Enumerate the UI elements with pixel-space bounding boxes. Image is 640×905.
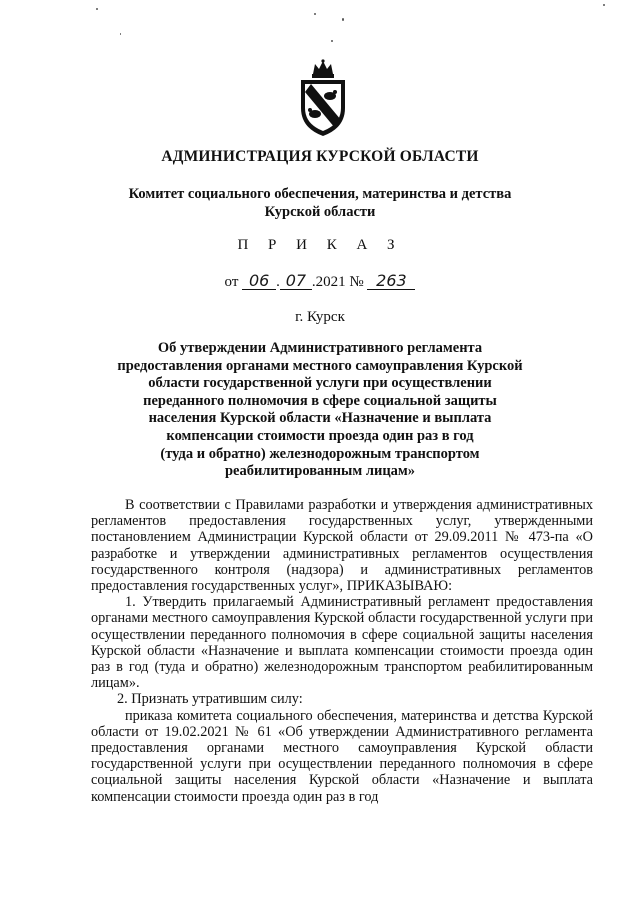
handwritten-day: 06 (242, 272, 276, 290)
subject-line: реабилитированным лицам» (224, 463, 416, 480)
handwritten-order-number: 263 (367, 272, 415, 290)
subject-line: Об утверждении Административного регламента (157, 340, 483, 356)
organization-title: АДМИНИСТРАЦИЯ КУРСКОЙ ОБЛАСТИ (161, 148, 479, 165)
subject-line: области государственной услуги при осуществлении (148, 375, 492, 392)
subject-line: (туда и обратно) железнодорожным транспортом (160, 445, 480, 462)
paragraph-item-2: 2. Признать утратившим силу: (117, 691, 303, 708)
subject-line: переданного полномочия в сфере социальной защиты (143, 392, 497, 409)
order-city: г. Курск (295, 309, 345, 325)
subject-line: компенсации стоимости проезда один раз в год (166, 427, 474, 444)
subject-line: предоставления органами местного самоуправления Курской (117, 357, 523, 374)
committee-line-1: Комитет социального обеспечения, материнства и детства (128, 186, 512, 202)
subject-line: населения Курской области «Назначение и выплата (148, 410, 492, 427)
committee-name (0, 185, 640, 221)
order-prefix: от (224, 274, 239, 290)
handwritten-month: 07 (280, 272, 312, 290)
coat-of-arms-icon (295, 58, 351, 138)
order-subject (0, 340, 640, 481)
order-title: П Р И К А З (237, 237, 403, 253)
paragraph-repealed-order: приказа комитета социального обеспечения, материнства и детства Курской области от 19.02.2021 № 61 «Об утверждении Административного регламента предоставления органами местного самоуправления Курской области государственной услуги при осуществлении переданного полномочия в сфере социальной защиты населения Курской области «Назначение и выплата компенсации стоимости проезда один раз в год (91, 707, 593, 805)
order-body (91, 497, 593, 805)
committee-line-2: Курской области (264, 204, 376, 220)
order-year-number-label: .2021 № (311, 274, 364, 290)
paragraph-preamble: В соответствии с Правилами разработки и утверждения административных регламентов предоставления государственных услуг, утвержденными постановлением Администрации Курской области от 29.09.2011 № 473-па «О разработке и утверждении административных регламентов осуществления государственного контроля (надзора) и административных регламентов предоставления государственных услуг», ПРИКАЗЫВАЮ: (91, 497, 593, 595)
order-date-number (0, 272, 640, 291)
paragraph-item-1: 1. Утвердить прилагаемый Административный регламент предоставления органами местного самоуправления Курской области государственной услуги при осуществлении переданного полномочия в сфере социальной защиты населения Курской области «Назначение и выплата компенсации стоимости проезда один раз в год (туда и обратно) железнодорожным транспортом реабилитированным лицам». (91, 594, 593, 692)
date-separator: . (276, 274, 280, 290)
